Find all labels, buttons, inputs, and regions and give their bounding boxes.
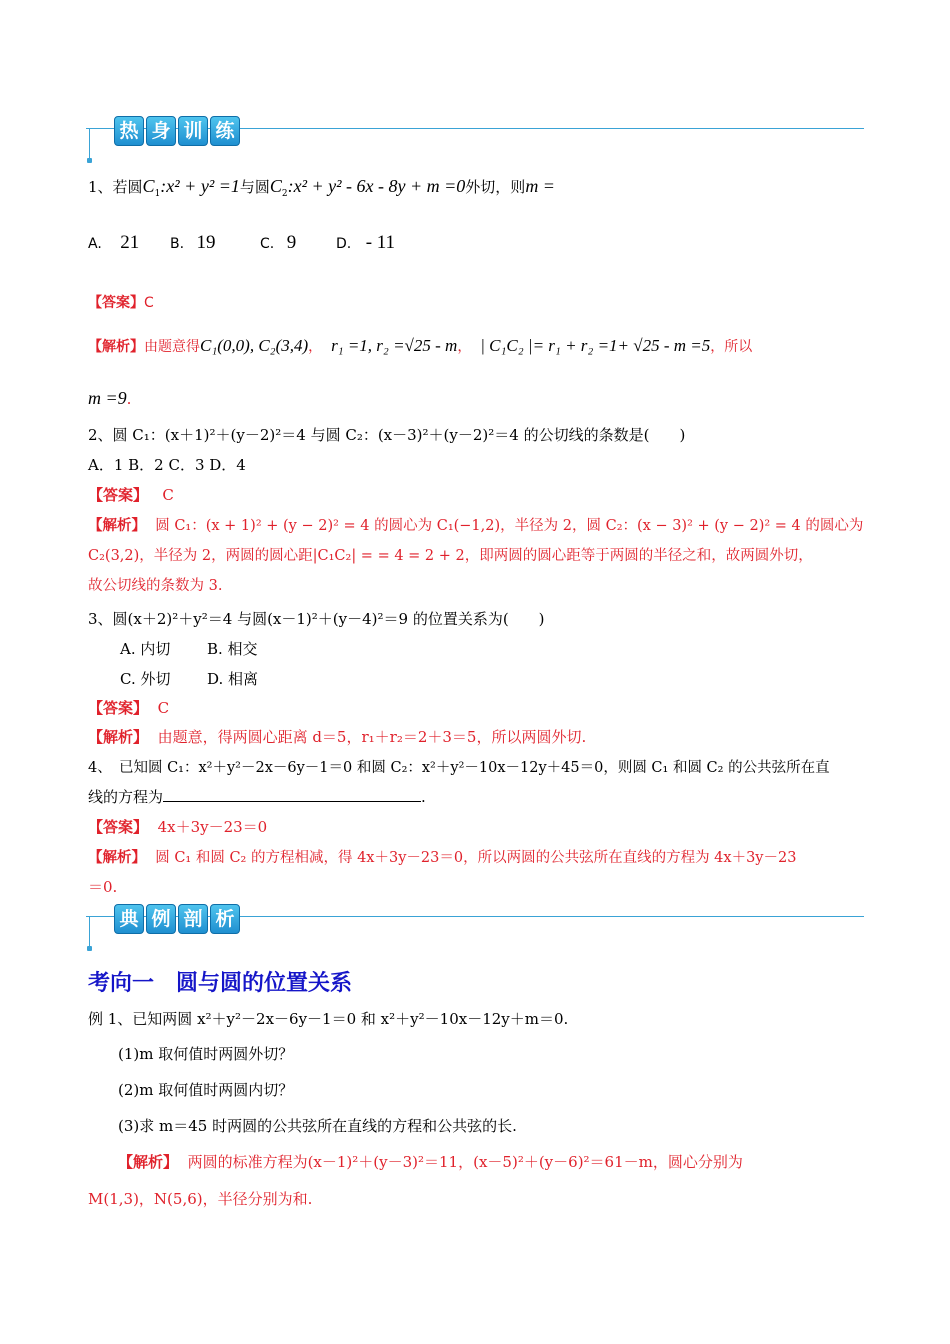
example-1: 例 1、已知两圆 x²＋y²－2x－6y－1＝0 和 x²＋y²－10x－12y＋m＝0. <box>88 1010 569 1028</box>
q4-analysis-line1: 【解析】 圆 C₁ 和圆 C₂ 的方程相减，得 4x＋3y－23＝0，所以两圆的公共弦所在直线的方程为 4x＋3y－23 <box>88 849 797 866</box>
q1-var: m = <box>525 176 555 196</box>
banner-char: 练 <box>210 116 240 146</box>
q1-option-c: C. 9 <box>260 232 297 253</box>
q4-answer: 【答案】 4x＋3y－23＝0 <box>88 818 268 836</box>
banner-char: 身 <box>146 116 176 146</box>
q3-option-b: B. 相交 <box>207 640 258 658</box>
q2-analysis-line1: 【解析】 圆 C₁：(x + 1)² + (y − 2)² = 4 的圆心为 C₁(−1,2)，半径为 2，圆 C₂：(x − 3)² + (y − 2)² = 4 的圆心为 <box>88 517 864 534</box>
example-1-sub3: (3)求 m＝45 时两圆的公共弦所在直线的方程和公共弦的长. <box>118 1117 517 1135</box>
q2-options: A．1 B．2 C．3 D．4 <box>88 456 246 474</box>
example-1-analysis-line1: 【解析】 两圆的标准方程为(x－1)²＋(y－3)²＝11，(x－5)²＋(y－6)²＝61－m，圆心分别为 <box>118 1153 743 1171</box>
q1-analysis: 【解析】由题意得C₁(0,0), C₂(3,4)， r₁ =1, r₂ =√25 - m， | C₁C₂ |= r₁ + r₂ =1+ √25 - m =5，所以 <box>88 336 753 355</box>
q1-option-d: D. - 11 <box>336 232 396 253</box>
q2-analysis-line2: C₂(3,2)，半径为 2，两圆的圆心距|C₁C₂| = = 4 = 2 + 2，即两圆的圆心距等于两圆的半径之和，故两圆外切， <box>88 548 813 564</box>
banner-vline <box>89 128 90 160</box>
q3-option-d: D. 相离 <box>207 670 259 688</box>
example-1-sub2: (2)m 取何值时两圆内切？ <box>118 1081 294 1099</box>
q2-answer: 【答案】 C <box>88 486 174 504</box>
q1-c2-eq: :x² + y² - 6x - 8y + m =0 <box>287 176 466 196</box>
question-4-line1: 4、 已知圆 C₁：x²＋y²－2x－6y－1＝0 和圆 C₂：x²＋y²－10x－12y＋45＝0，则圆 C₁ 和圆 C₂ 的公共弦所在直 <box>88 760 830 776</box>
question-4-line2: 线的方程为 . <box>88 788 426 806</box>
q3-analysis: 【解析】 由题意，得两圆心距离 d＝5，r₁＋r₂＝2＋3＝5，所以两圆外切. <box>88 728 587 746</box>
q1-answer: 【答案】C <box>88 295 154 311</box>
q1-suffix: 外切，则 <box>465 178 526 196</box>
q1-mid: 与圆 <box>239 178 270 196</box>
q3-option-a: A. 内切 <box>120 640 171 658</box>
q3-option-c: C. 外切 <box>120 670 171 688</box>
banner-char: 剖 <box>178 904 208 934</box>
q1-c1-eq: :x² + y² =1 <box>160 176 240 196</box>
q3-answer: 【答案】 C <box>88 699 170 717</box>
question-2: 2、圆 C₁：(x＋1)²＋(y－2)²＝4 与圆 C₂：(x－3)²＋(y－2)²＝4 的公切线的条数是( ) <box>88 426 686 444</box>
section-title: 考向一 圆与圆的位置关系 <box>88 971 353 996</box>
banner-vline <box>89 916 90 948</box>
example-1-analysis-line2: M(1,3)，N(5,6)，半径分别为和. <box>88 1190 313 1208</box>
q1-c2: C <box>269 176 282 196</box>
example-1-sub1: (1)m 取何值时两圆外切？ <box>118 1045 294 1063</box>
q1-option-b: B. 19 <box>170 232 216 253</box>
section-banner-examples <box>86 904 864 954</box>
q4-blank <box>163 787 421 802</box>
banner-char: 典 <box>114 904 144 934</box>
q1-option-a: A. 21 <box>88 232 140 253</box>
banner-char: 例 <box>146 904 176 934</box>
banner-dot <box>87 158 92 163</box>
q1-c1: C <box>142 176 155 196</box>
banner-char: 析 <box>210 904 240 934</box>
q1-prefix: 1、若圆 <box>88 178 143 196</box>
q2-analysis-line3: 故公切线的条数为 3. <box>88 578 223 594</box>
banner-char: 训 <box>178 116 208 146</box>
question-1: 1、若圆$C_1:x^2 + y^2 =1$与圆$C_2:x^2 + y^2 - 6x - 8y + m =0$外切，则m = <box>88 176 555 199</box>
banner-char: 热 <box>114 116 144 146</box>
q4-analysis-line2: ＝0. <box>88 878 118 896</box>
q1-result: m =9. <box>88 388 132 408</box>
banner-dot <box>87 946 92 951</box>
question-3: 3、圆(x＋2)²＋y²＝4 与圆(x－1)²＋(y－4)²＝9 的位置关系为( ) <box>88 610 545 628</box>
section-banner-warmup <box>86 116 864 166</box>
